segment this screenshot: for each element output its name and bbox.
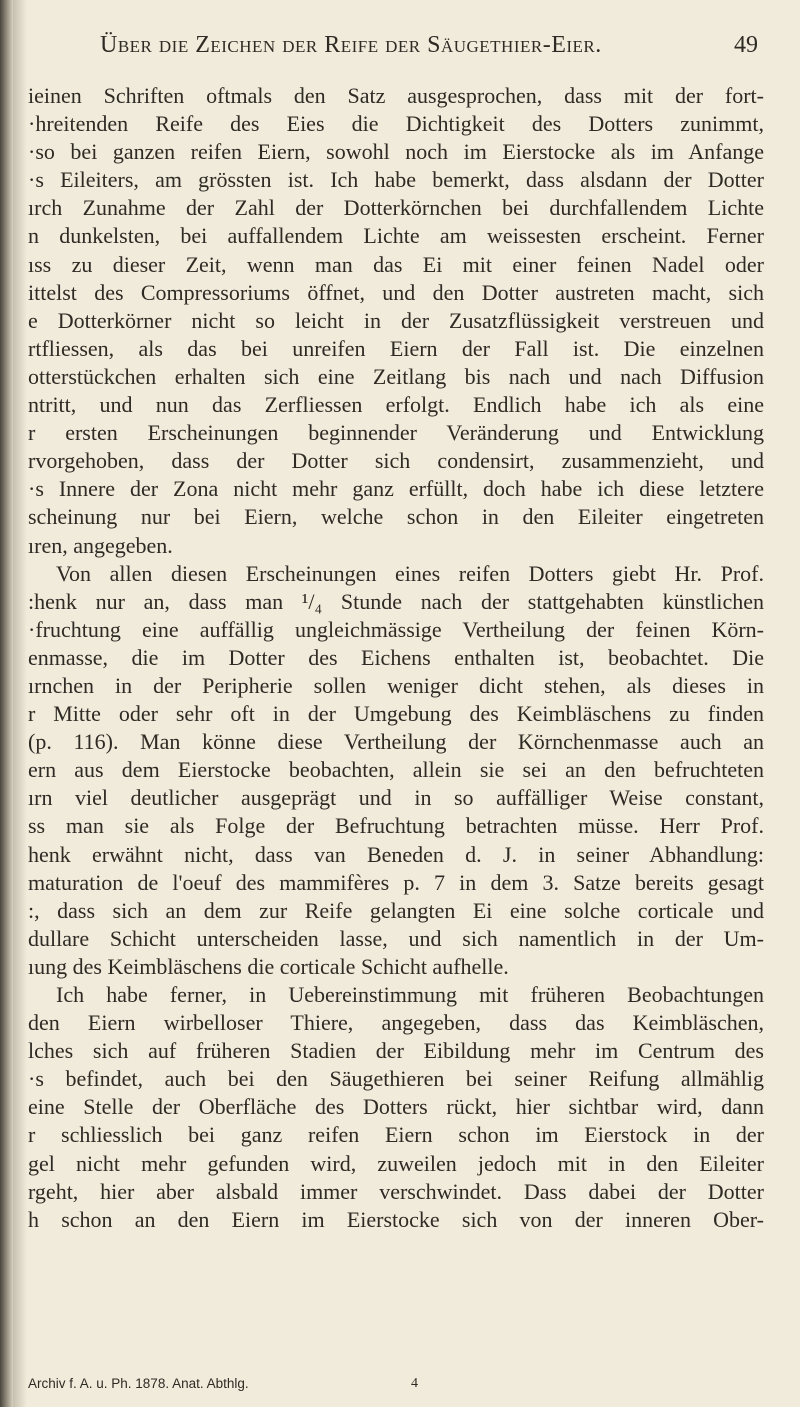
text-line: maturation de l'oeuf des mammifères p. 7 in dem 3. Satze bereits gesagt [28, 869, 764, 895]
page-footer [28, 1376, 764, 1396]
running-title: Über die Zeichen der Reife der Säugethier-Eier. [100, 32, 602, 58]
paragraph-end-line: ıren, angegeben. [28, 532, 173, 558]
text-line: ·hreitenden Reife des Eies die Dichtigkeit des Dotters zunimmt, [28, 111, 764, 137]
text-line: ieinen Schriften oftmals den Satz ausgesprochen, dass mit der fort- [28, 83, 764, 108]
text-line: ·so bei ganzen reifen Eiern, sowohl noch im Eierstocke als im Anfange [28, 139, 764, 165]
text-line: :henk nur an, dass man ¹/₄ Stunde nach der stattgehabten künstlichen [28, 588, 764, 614]
text-line: r Mitte oder sehr oft in der Umgebung des Keimbläschens zu finden [28, 701, 764, 727]
text-line: eine Stelle der Oberfläche des Dotters rückt, hier sichtbar wird, dann [28, 1094, 764, 1120]
book-binding-gutter [0, 0, 13, 1407]
text-line: r ersten Erscheinungen beginnender Veränderung und Entwicklung [28, 420, 764, 446]
text-line: henk erwähnt nicht, dass van Beneden d. J. in seiner Abhandlung: [28, 841, 764, 867]
sheet-signature: 4 [411, 1376, 418, 1391]
text-line: ıss zu dieser Zeit, wenn man das Ei mit einer feinen Nadel oder [28, 251, 764, 277]
paragraph-start-line: Ich habe ferner, in Uebereinstimmung mit früheren Beobachtungen [56, 982, 764, 1007]
running-head [28, 32, 758, 66]
text-line: n dunkelsten, bei auffallendem Lichte am weissesten erscheint. Ferner [28, 223, 764, 249]
text-line: lches sich auf früheren Stadien der Eibildung mehr im Centrum des [28, 1038, 764, 1064]
paragraph-end-line: ıung des Keimbläschens die corticale Schicht aufhelle. [28, 953, 509, 979]
text-line: (p. 116). Man könne diese Vertheilung der Körnchenmasse auch an [28, 729, 764, 755]
text-line: ·s Innere der Zona nicht mehr ganz erfüllt, doch habe ich diese letztere [28, 476, 764, 502]
text-line: h schon an den Eiern im Eierstocke sich von der inneren Ober- [28, 1206, 764, 1232]
text-line: scheinung nur bei Eiern, welche schon in den Eileiter eingetreten [28, 504, 764, 530]
text-line: ırch Zunahme der Zahl der Dotterkörnchen bei durchfallendem Lichte [28, 195, 764, 221]
text-line: ırnchen in der Peripherie sollen weniger dicht stehen, als dieses in [28, 672, 764, 698]
text-line: rtfliessen, als das bei unreifen Eiern der Fall ist. Die einzelnen [28, 335, 764, 361]
text-line: ırn viel deutlicher ausgeprägt und in so auffälliger Weise constant, [28, 785, 764, 811]
binding-shadow [13, 0, 27, 1407]
text-line: :, dass sich an dem zur Reife gelangten Ei eine solche corticale und [28, 897, 764, 923]
text-line: otterstückchen erhalten sich eine Zeitlang bis nach und nach Diffusion [28, 363, 764, 389]
text-line: ·s Eileiters, am grössten ist. Ich habe bemerkt, dass alsdann der Dotter [28, 167, 764, 193]
text-line: e Dotterkörner nicht so leicht in der Zusatzflüssigkeit verstreuen und [28, 307, 764, 333]
text-line: ntritt, und nun das Zerfliessen erfolgt. Endlich habe ich als eine [28, 392, 764, 418]
text-line: ·s befindet, auch bei den Säugethieren bei seiner Reifung allmählig [28, 1066, 764, 1092]
text-line: ss man sie als Folge der Befruchtung betrachten müsse. Herr Prof. [28, 813, 764, 839]
page-number: 49 [734, 32, 758, 58]
text-line: ern aus dem Eierstocke beobachten, allein sie sei an den befruchteten [28, 757, 764, 783]
text-line: dullare Schicht unterscheiden lasse, und sich namentlich in der Um- [28, 925, 764, 951]
journal-footnote: Archiv f. A. u. Ph. 1878. Anat. Abthlg. [28, 1376, 249, 1391]
text-line: gel nicht mehr gefunden wird, zuweilen jedoch mit in den Eileiter [28, 1150, 764, 1176]
text-line: ·fruchtung eine auffällig ungleichmässige Vertheilung der feinen Körn- [28, 616, 764, 642]
paragraph-start-line: Von allen diesen Erscheinungen eines reifen Dotters giebt Hr. Prof. [56, 560, 764, 586]
text-line: r schliesslich bei ganz reifen Eiern schon im Eierstock in der [28, 1122, 764, 1148]
text-line: rgeht, hier aber alsbald immer verschwindet. Dass dabei der Dotter [28, 1178, 764, 1204]
body-text [28, 82, 764, 1234]
text-line: den Eiern wirbelloser Thiere, angegeben, dass das Keimbläschen, [28, 1010, 764, 1036]
text-line: ittelst des Compressoriums öffnet, und den Dotter austreten macht, sich [28, 279, 764, 305]
text-line: enmasse, die im Dotter des Eichens enthalten ist, beobachtet. Die [28, 644, 764, 670]
text-line: rvorgehoben, dass der Dotter sich condensirt, zusammenzieht, und [28, 448, 764, 474]
